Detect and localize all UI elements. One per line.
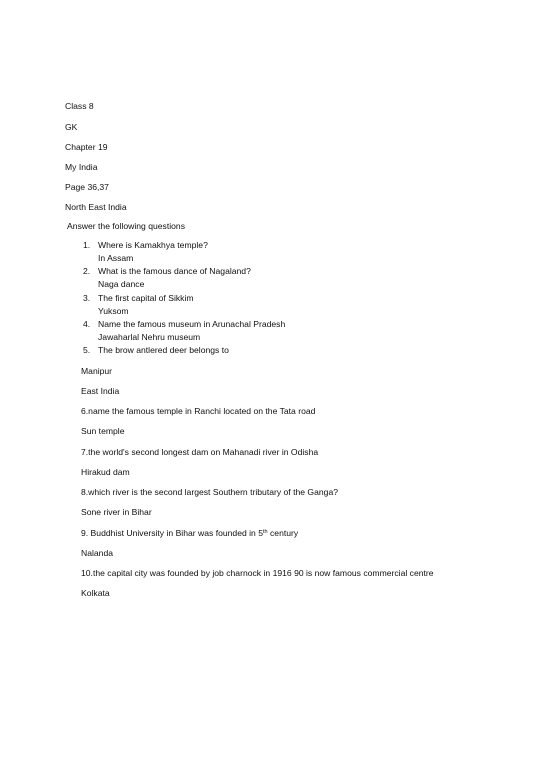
list-number: 4. bbox=[83, 319, 91, 329]
answer-1: In Assam bbox=[98, 253, 134, 263]
question-2: What is the famous dance of Nagaland? bbox=[98, 266, 251, 276]
answer-6: Sun temple bbox=[81, 426, 125, 436]
question-8: 8.which river is the second largest Southern tributary of the Ganga? bbox=[81, 487, 338, 497]
question-6: 6.name the famous temple in Ranchi located on the Tata road bbox=[81, 406, 316, 416]
question-9-text: 9. Buddhist University in Bihar was founded in 5 bbox=[81, 528, 264, 538]
question-7: 7.the world's second longest dam on Mahanadi river in Odisha bbox=[81, 447, 319, 457]
answer-2: Naga dance bbox=[98, 279, 145, 289]
answer-5-line-1: Manipur bbox=[81, 366, 113, 376]
instruction-line: Answer the following questions bbox=[67, 221, 185, 231]
question-9 bbox=[81, 528, 298, 538]
book-line: My India bbox=[65, 162, 98, 172]
answer-8: Sone river in Bihar bbox=[81, 507, 152, 517]
pages-line: Page 36,37 bbox=[65, 182, 109, 192]
answer-4: Jawaharlal Nehru museum bbox=[98, 332, 201, 342]
list-number: 3. bbox=[83, 293, 91, 303]
question-9-superscript: th bbox=[263, 529, 268, 535]
answer-7: Hirakud dam bbox=[81, 467, 130, 477]
answer-3: Yuksom bbox=[98, 306, 129, 316]
subject-line: GK bbox=[65, 122, 78, 132]
list-number: 5. bbox=[83, 345, 91, 355]
chapter-line: Chapter 19 bbox=[65, 142, 108, 152]
answer-5-line-2: East India bbox=[81, 386, 120, 396]
question-10: 10.the capital city was founded by job charnock in 1916 90 is now famous commercial centre bbox=[81, 568, 434, 578]
answer-9: Nalanda bbox=[81, 548, 114, 558]
class-line: Class 8 bbox=[65, 101, 94, 111]
answer-10: Kolkata bbox=[81, 588, 110, 598]
topic-line: North East India bbox=[65, 202, 127, 212]
question-9-text-end: century bbox=[267, 528, 299, 538]
question-3: The first capital of Sikkim bbox=[98, 293, 194, 303]
question-1: Where is Kamakhya temple? bbox=[98, 240, 208, 250]
list-number: 2. bbox=[83, 266, 91, 276]
question-5: The brow antlered deer belongs to bbox=[98, 345, 229, 355]
question-4: Name the famous museum in Arunachal Pradesh bbox=[98, 319, 286, 329]
list-number: 1. bbox=[83, 240, 91, 250]
